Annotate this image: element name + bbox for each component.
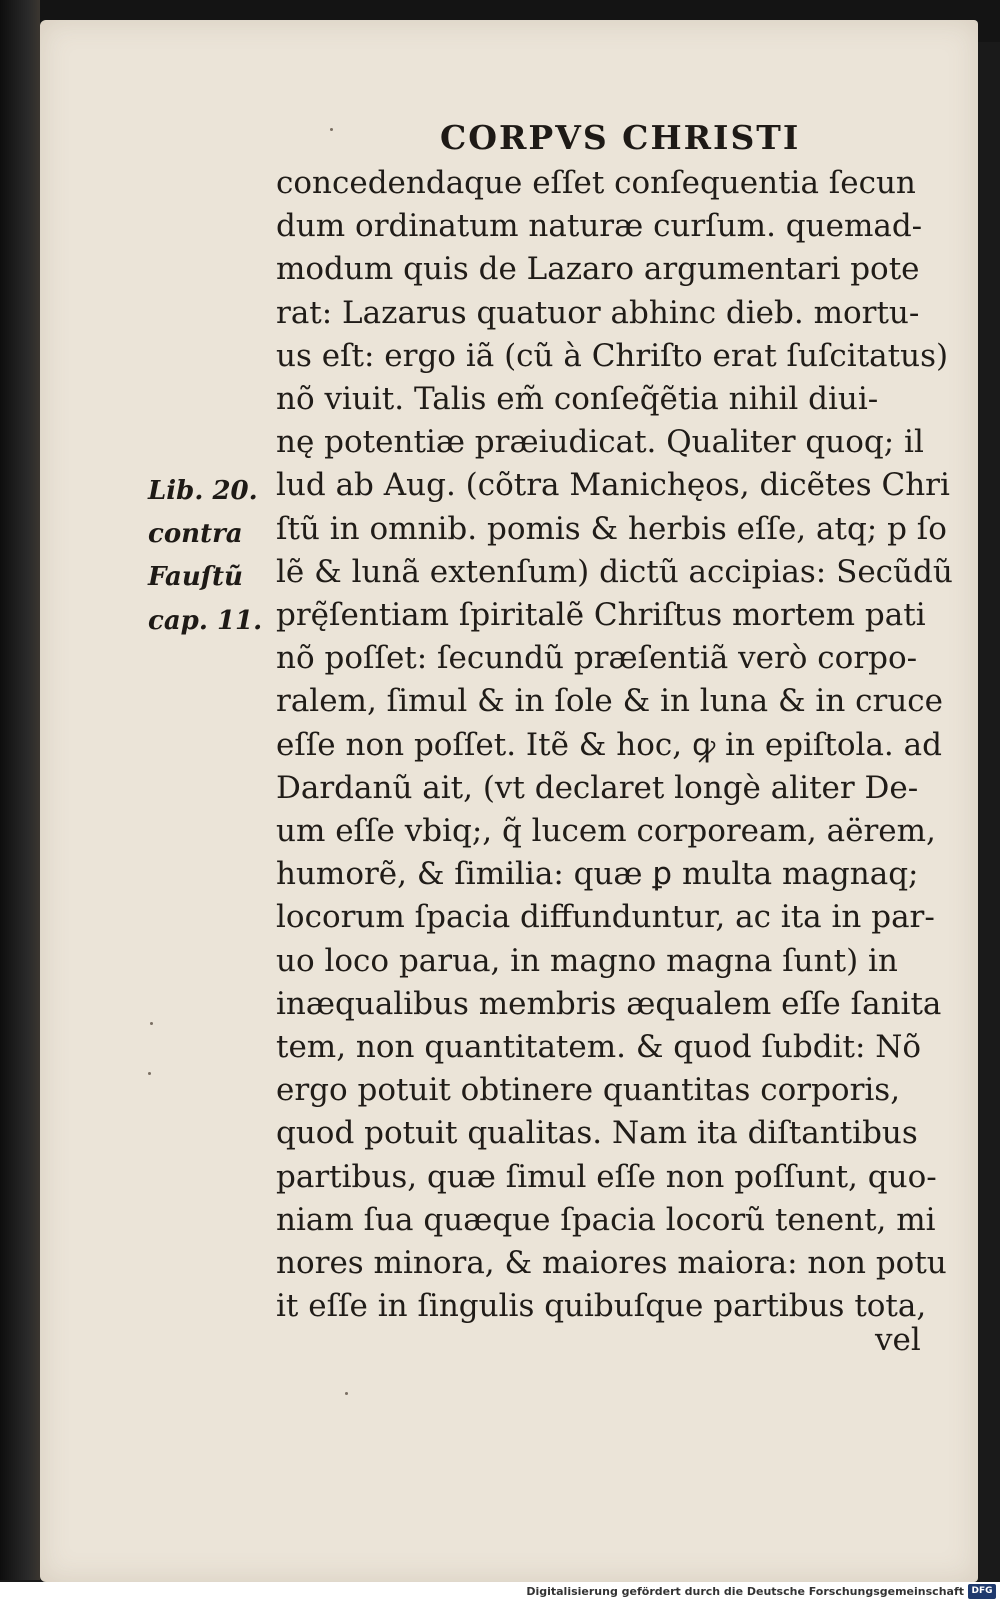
paper-speck <box>148 1072 151 1075</box>
text-line: inæqualibus membris æqualem eſſe ſanita <box>276 985 942 1022</box>
marginal-note-line: contra <box>148 519 243 550</box>
text-line: eſſe non poſſet. Itẽ & hoc, ꝙ in epiſtola. ad <box>276 726 942 763</box>
text-line: tem, non quantitatem. & quod ſubdit: Nõ <box>276 1029 922 1066</box>
funding-credit: Digitalisierung gefördert durch die Deutsche Forschungsgemeinschaft <box>526 1585 964 1598</box>
body-text <box>276 162 953 1328</box>
marginal-note <box>148 470 278 643</box>
text-line: nõ viuit. Talis em̃ conſeq̃ẽtia nihil diui- <box>276 381 879 418</box>
marginal-note-line: cap. 11. <box>148 605 263 636</box>
text-line: Dardanũ ait, (vt declaret longè aliter De- <box>276 769 919 806</box>
text-line: nę potentiæ præiudicat. Qualiter quoq; il <box>276 424 924 461</box>
text-line: lud ab Aug. (cõtra Manichęos, dicẽtes Chri <box>276 467 950 504</box>
text-line: prę̃ſentiam ſpiritalẽ Chriſtus mortem pati <box>276 597 926 634</box>
catchword: vel <box>875 1322 921 1358</box>
text-line: nõ poſſet: ſecundũ præſentiã verò corpo- <box>276 640 918 677</box>
book-gutter <box>0 0 40 1580</box>
marginal-note-line: Lib. 20. <box>148 476 258 506</box>
marginal-note-line: Fauſtũ <box>148 562 243 593</box>
text-line: modum quis de Lazaro argumentari pote <box>276 251 920 288</box>
text-line: nores minora, & maiores maiora: non potu <box>276 1245 947 1282</box>
text-line: um eſſe vbiq;, q̃ lucem corpoream, aërem, <box>276 813 936 850</box>
dfg-logo: DFG <box>968 1584 996 1599</box>
text-line: lẽ & lunã extenſum) dictũ accipias: Secũdũ <box>276 553 953 590</box>
text-line: humorẽ, & ſimilia: quæ ꝑ multa magnaq; <box>276 856 919 893</box>
paper-speck <box>330 128 333 131</box>
text-line: partibus, quæ ſimul eſſe non poſſunt, quo- <box>276 1158 937 1195</box>
text-line: locorum ſpacia diffunduntur, ac ita in par- <box>276 899 935 936</box>
text-line: ſtũ in omnib. pomis & herbis eſſe, atq; p ſo <box>276 510 947 547</box>
paper-speck <box>345 1392 348 1395</box>
paper-speck <box>150 1022 153 1025</box>
text-line: ergo potuit obtinere quantitas corporis, <box>276 1072 901 1109</box>
running-head: CORPVS CHRISTI <box>440 118 801 157</box>
text-line: rat: Lazarus quatuor abhinc dieb. mortu- <box>276 294 920 331</box>
text-line: quod potuit qualitas. Nam ita diſtantibus <box>276 1115 918 1152</box>
text-line: ralem, ſimul & in ſole & in luna & in cruce <box>276 683 944 720</box>
text-line: us eſt: ergo iã (cũ à Chriſto erat ſuſcitatus) <box>276 337 949 374</box>
text-line: niam ſua quæque ſpacia locorũ tenent, mi <box>276 1201 936 1238</box>
text-line: it eſſe in ſingulis quibuſque partibus tota, <box>276 1288 927 1325</box>
text-line: uo loco parua, in magno magna ſunt) in <box>276 942 898 979</box>
text-line: dum ordinatum naturæ curſum. quemad- <box>276 208 923 245</box>
text-line: concedendaque eſſet conſequentia ſecun <box>276 165 916 201</box>
